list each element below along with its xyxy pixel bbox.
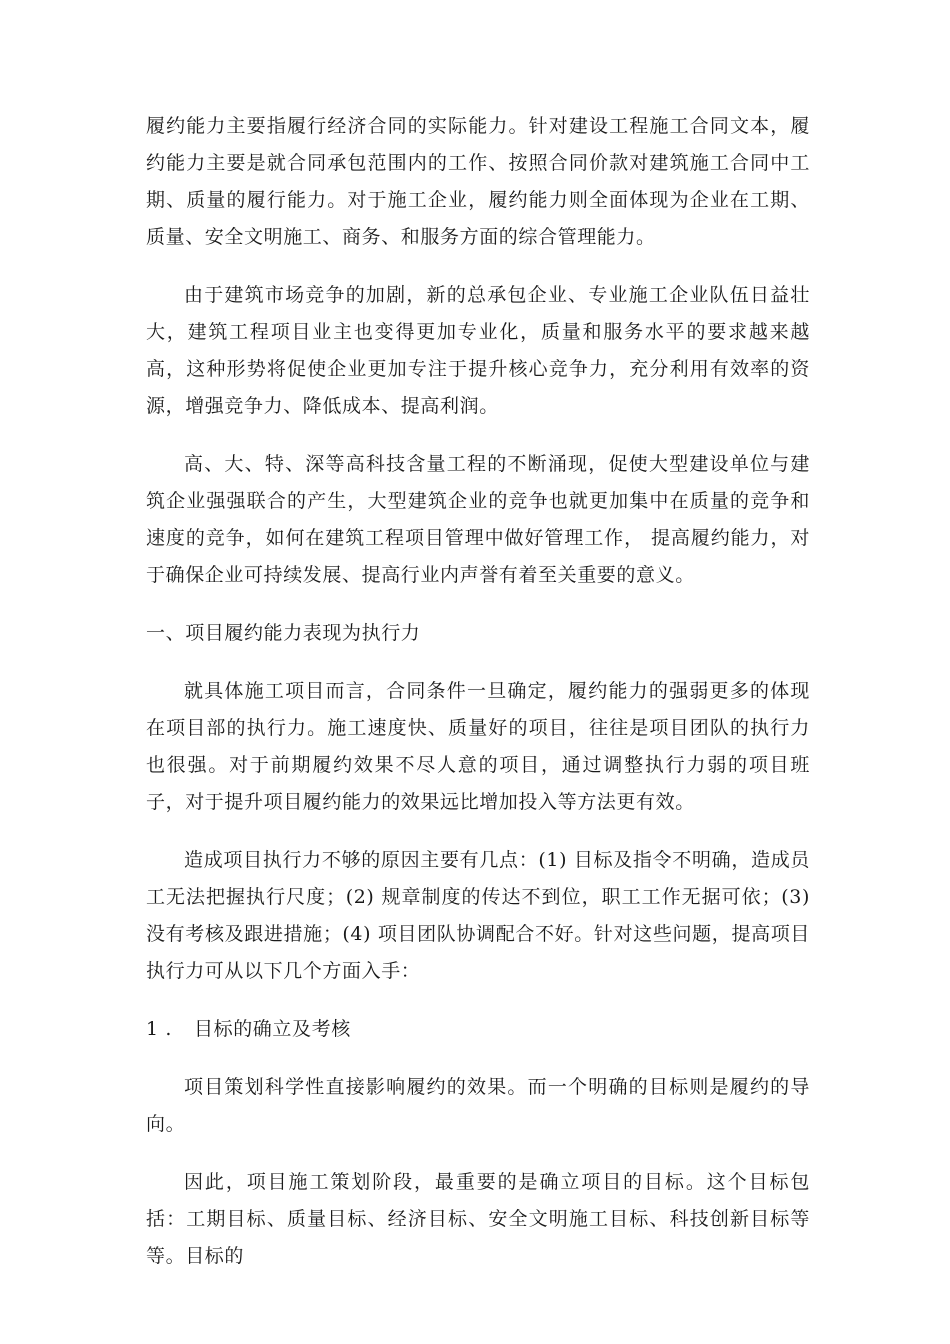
paragraph-causes: 造成项目执行力不够的原因主要有几点：(1) 目标及指令不明确，造成员工无法把握执行尺度；(2) 规章制度的传达不到位，职工工作无据可依；(3) 没有考核及跟进措施；(4) 项目团队协调配合不好。针对这些问题，提高项目执行力可从以下几个方面入手： [146, 849, 810, 982]
subsection-heading-1 [146, 1011, 810, 1048]
paragraph-execution: 就具体施工项目而言，合同条件一旦确定，履约能力的强弱更多的体现在项目部的执行力。施工速度快、质量好的项目，往往是项目团队的执行力也很强。对于前期履约效果不尽人意的项目，通过调整执行力弱的项目班子，对于提升项目履约能力的效果远比增加投入等方法更有效。 [146, 680, 810, 813]
subsection-number: 1 . [146, 1018, 172, 1040]
paragraph-hightech: 高、大、特、深等高科技含量工程的不断涌现，促使大型建设单位与建筑企业强强联合的产生，大型建筑企业的竞争也就更加集中在质量的竞争和速度的竞争，如何在建筑工程项目管理中做好管理工作， 提高履约能力，对于确保企业可持续发展、提高行业内声誉有着至关重要的意义。 [146, 453, 810, 586]
paragraph-intro: 履约能力主要指履行经济合同的实际能力。针对建设工程施工合同文本，履约能力主要是就合同承包范围内的工作、按照合同价款对建筑施工合同中工期、质量的履行能力。对于施工企业，履约能力则全面体现为企业在工期、质量、安全文明施工、商务、和服务方面的综合管理能力。 [146, 115, 810, 248]
paragraph-market: 由于建筑市场竞争的加剧，新的总承包企业、专业施工企业队伍日益壮大，建筑工程项目业主也变得更加专业化，质量和服务水平的要求越来越高，这种形势将促使企业更加专注于提升核心竞争力，充分利用有效率的资源，增强竞争力、降低成本、提高利润。 [146, 284, 810, 417]
section-heading-1: 一、项目履约能力表现为执行力 [146, 622, 421, 644]
paragraph-planning: 项目策划科学性直接影响履约的效果。而一个明确的目标则是履约的导向。 [146, 1076, 810, 1135]
subsection-title: 目标的确立及考核 [194, 1018, 351, 1040]
document-page [146, 108, 810, 1296]
paragraph-goals: 因此，项目施工策划阶段，最重要的是确立项目的目标。这个目标包括：工期目标、质量目标、经济目标、安全文明施工目标、科技创新目标等等。目标的 [146, 1171, 810, 1267]
